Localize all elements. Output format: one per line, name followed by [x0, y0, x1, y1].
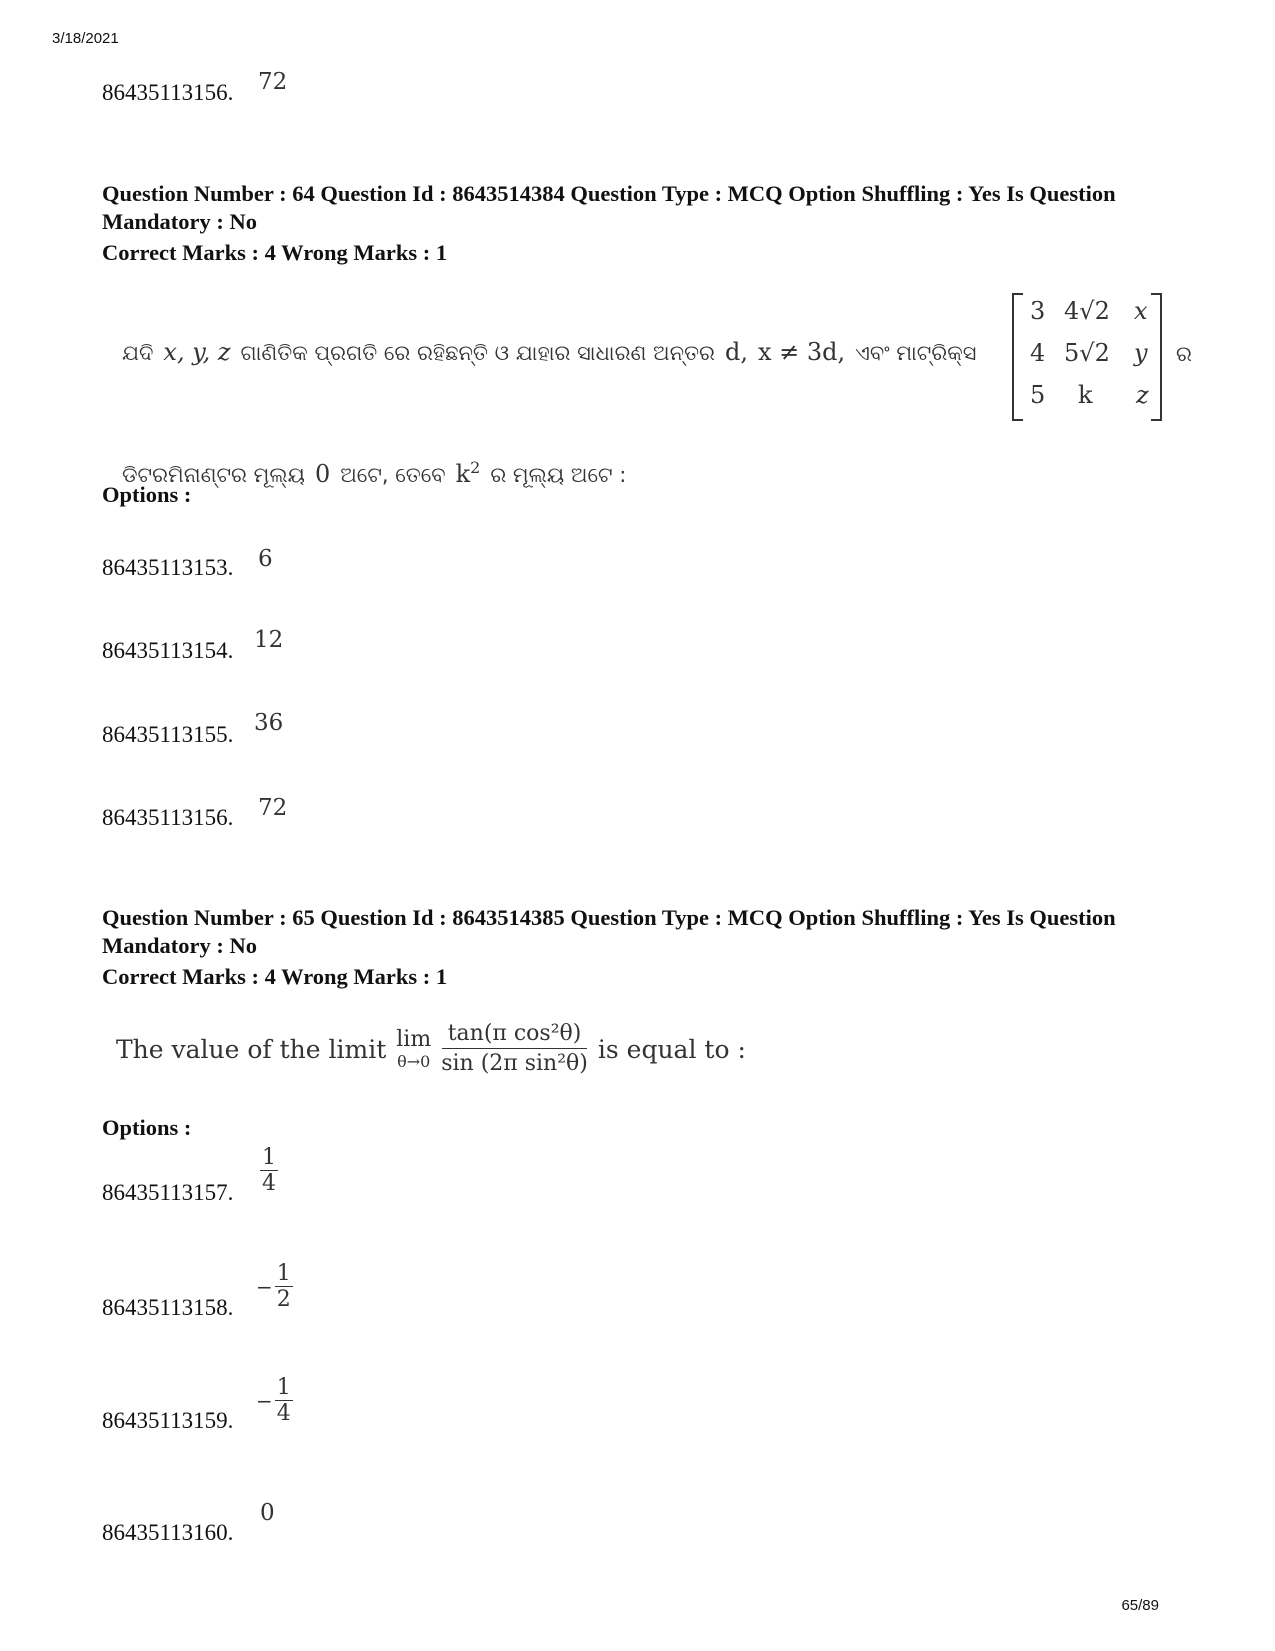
matrix-cell: 3 — [1030, 297, 1046, 325]
option-value — [260, 1146, 278, 1196]
option-value: 12 — [254, 627, 284, 653]
question-text-odia: ଅଟେ, ତେବେ — [340, 463, 446, 487]
question-header: Question Number : 64 Question Id : 8643514384 Question Type : MCQ Option Shuffling : Yes Is Question Mandatory : No — [102, 181, 1116, 234]
question-text-line1 — [122, 338, 977, 366]
option-id: 86435113156. — [102, 80, 234, 105]
fraction-numerator: tan(π cos²θ) — [442, 1022, 588, 1049]
math-d: d, — [724, 338, 748, 366]
marks-line: Correct Marks : 4 Wrong Marks : 1 — [102, 240, 448, 265]
option-id: 86435113153. — [102, 555, 234, 580]
fraction-numerator: 1 — [262, 1145, 276, 1170]
question-header: Question Number : 65 Question Id : 8643514385 Question Type : MCQ Option Shuffling : Yes Is Question Mandatory : No — [102, 905, 1116, 958]
matrix-cell: z — [1136, 381, 1149, 409]
fraction-numerator: 1 — [276, 1261, 291, 1286]
print-date: 3/18/2021 — [52, 30, 119, 47]
question-text-odia: ଗାଣିତିକ ପ୍ରଗତି ରେ ରହିଛନ୍ତି ଓ ଯାହାର ସାଧାରଣ ଅନ୍ତର — [240, 341, 715, 365]
matrix-left-bracket — [1012, 293, 1023, 421]
option-id: 86435113158. — [102, 1295, 234, 1320]
option-value — [256, 1376, 293, 1426]
math-k-squared — [456, 458, 481, 488]
matrix — [1012, 293, 1162, 417]
option-id: 86435113154. — [102, 638, 234, 663]
question-text-odia: ଡିଟରମିନାଣ୍ଟର ମୂଲ୍ୟ — [122, 463, 305, 487]
option-id: 86435113160. — [102, 1520, 234, 1545]
question-text-odia: ଯଦି — [122, 341, 154, 365]
math-zero: 0 — [314, 460, 331, 488]
matrix-cell: 4 — [1030, 339, 1046, 367]
fraction-denominator: 4 — [262, 1171, 276, 1197]
limit-operator — [396, 1028, 431, 1070]
option-fraction — [260, 1146, 278, 1196]
question-text — [116, 1022, 746, 1076]
question-text-before: The value of the limit — [116, 1034, 387, 1064]
matrix-cell: 4√2 — [1064, 297, 1110, 325]
options-label: Options : — [102, 482, 192, 507]
math-condition: x ≠ 3d, — [757, 338, 846, 366]
question-text-after: is equal to : — [597, 1034, 746, 1064]
limit-lim: lim — [396, 1027, 432, 1053]
page-number: 65/89 — [1121, 1597, 1159, 1614]
fraction-denominator: sin (2π sin²θ) — [441, 1051, 588, 1077]
fraction-numerator: 1 — [276, 1375, 291, 1400]
matrix-cell: k — [1078, 381, 1093, 409]
marks-line: Correct Marks : 4 Wrong Marks : 1 — [102, 964, 448, 989]
option-value: 72 — [258, 69, 288, 95]
math-k: k — [455, 460, 471, 488]
option-fraction — [275, 1376, 293, 1426]
option-id: 86435113157. — [102, 1180, 234, 1205]
limit-subscript: θ→0 — [397, 1051, 431, 1071]
math-superscript: 2 — [470, 458, 481, 477]
limit-fraction — [441, 1022, 588, 1076]
option-value: 0 — [260, 1500, 275, 1526]
question-text-odia: ଏବଂ ମାଟ୍ରିକ୍ସ — [855, 341, 977, 365]
math-variables: x, y, z — [163, 338, 231, 366]
option-fraction — [275, 1262, 293, 1312]
matrix-cell: 5 — [1030, 381, 1046, 409]
matrix-right-bracket — [1151, 293, 1162, 421]
option-value — [256, 1262, 293, 1312]
matrix-cell: 5√2 — [1064, 339, 1110, 367]
option-value: 36 — [254, 710, 284, 736]
option-value: 72 — [258, 795, 288, 821]
question-text-odia: ର — [1176, 342, 1192, 366]
minus-sign: − — [256, 1389, 273, 1414]
question-text-odia: ର ମୂଲ୍ୟ ଅଟେ : — [490, 463, 627, 487]
option-id: 86435113159. — [102, 1408, 234, 1433]
option-value: 6 — [258, 546, 273, 572]
question-text-line2 — [122, 458, 626, 488]
minus-sign: − — [256, 1275, 273, 1300]
fraction-denominator: 2 — [276, 1287, 291, 1313]
matrix-cell: x — [1134, 297, 1148, 325]
fraction-denominator: 4 — [276, 1401, 291, 1427]
matrix-cell: y — [1134, 339, 1148, 367]
option-id: 86435113155. — [102, 722, 234, 747]
option-id: 86435113156. — [102, 805, 234, 830]
options-label: Options : — [102, 1115, 192, 1140]
